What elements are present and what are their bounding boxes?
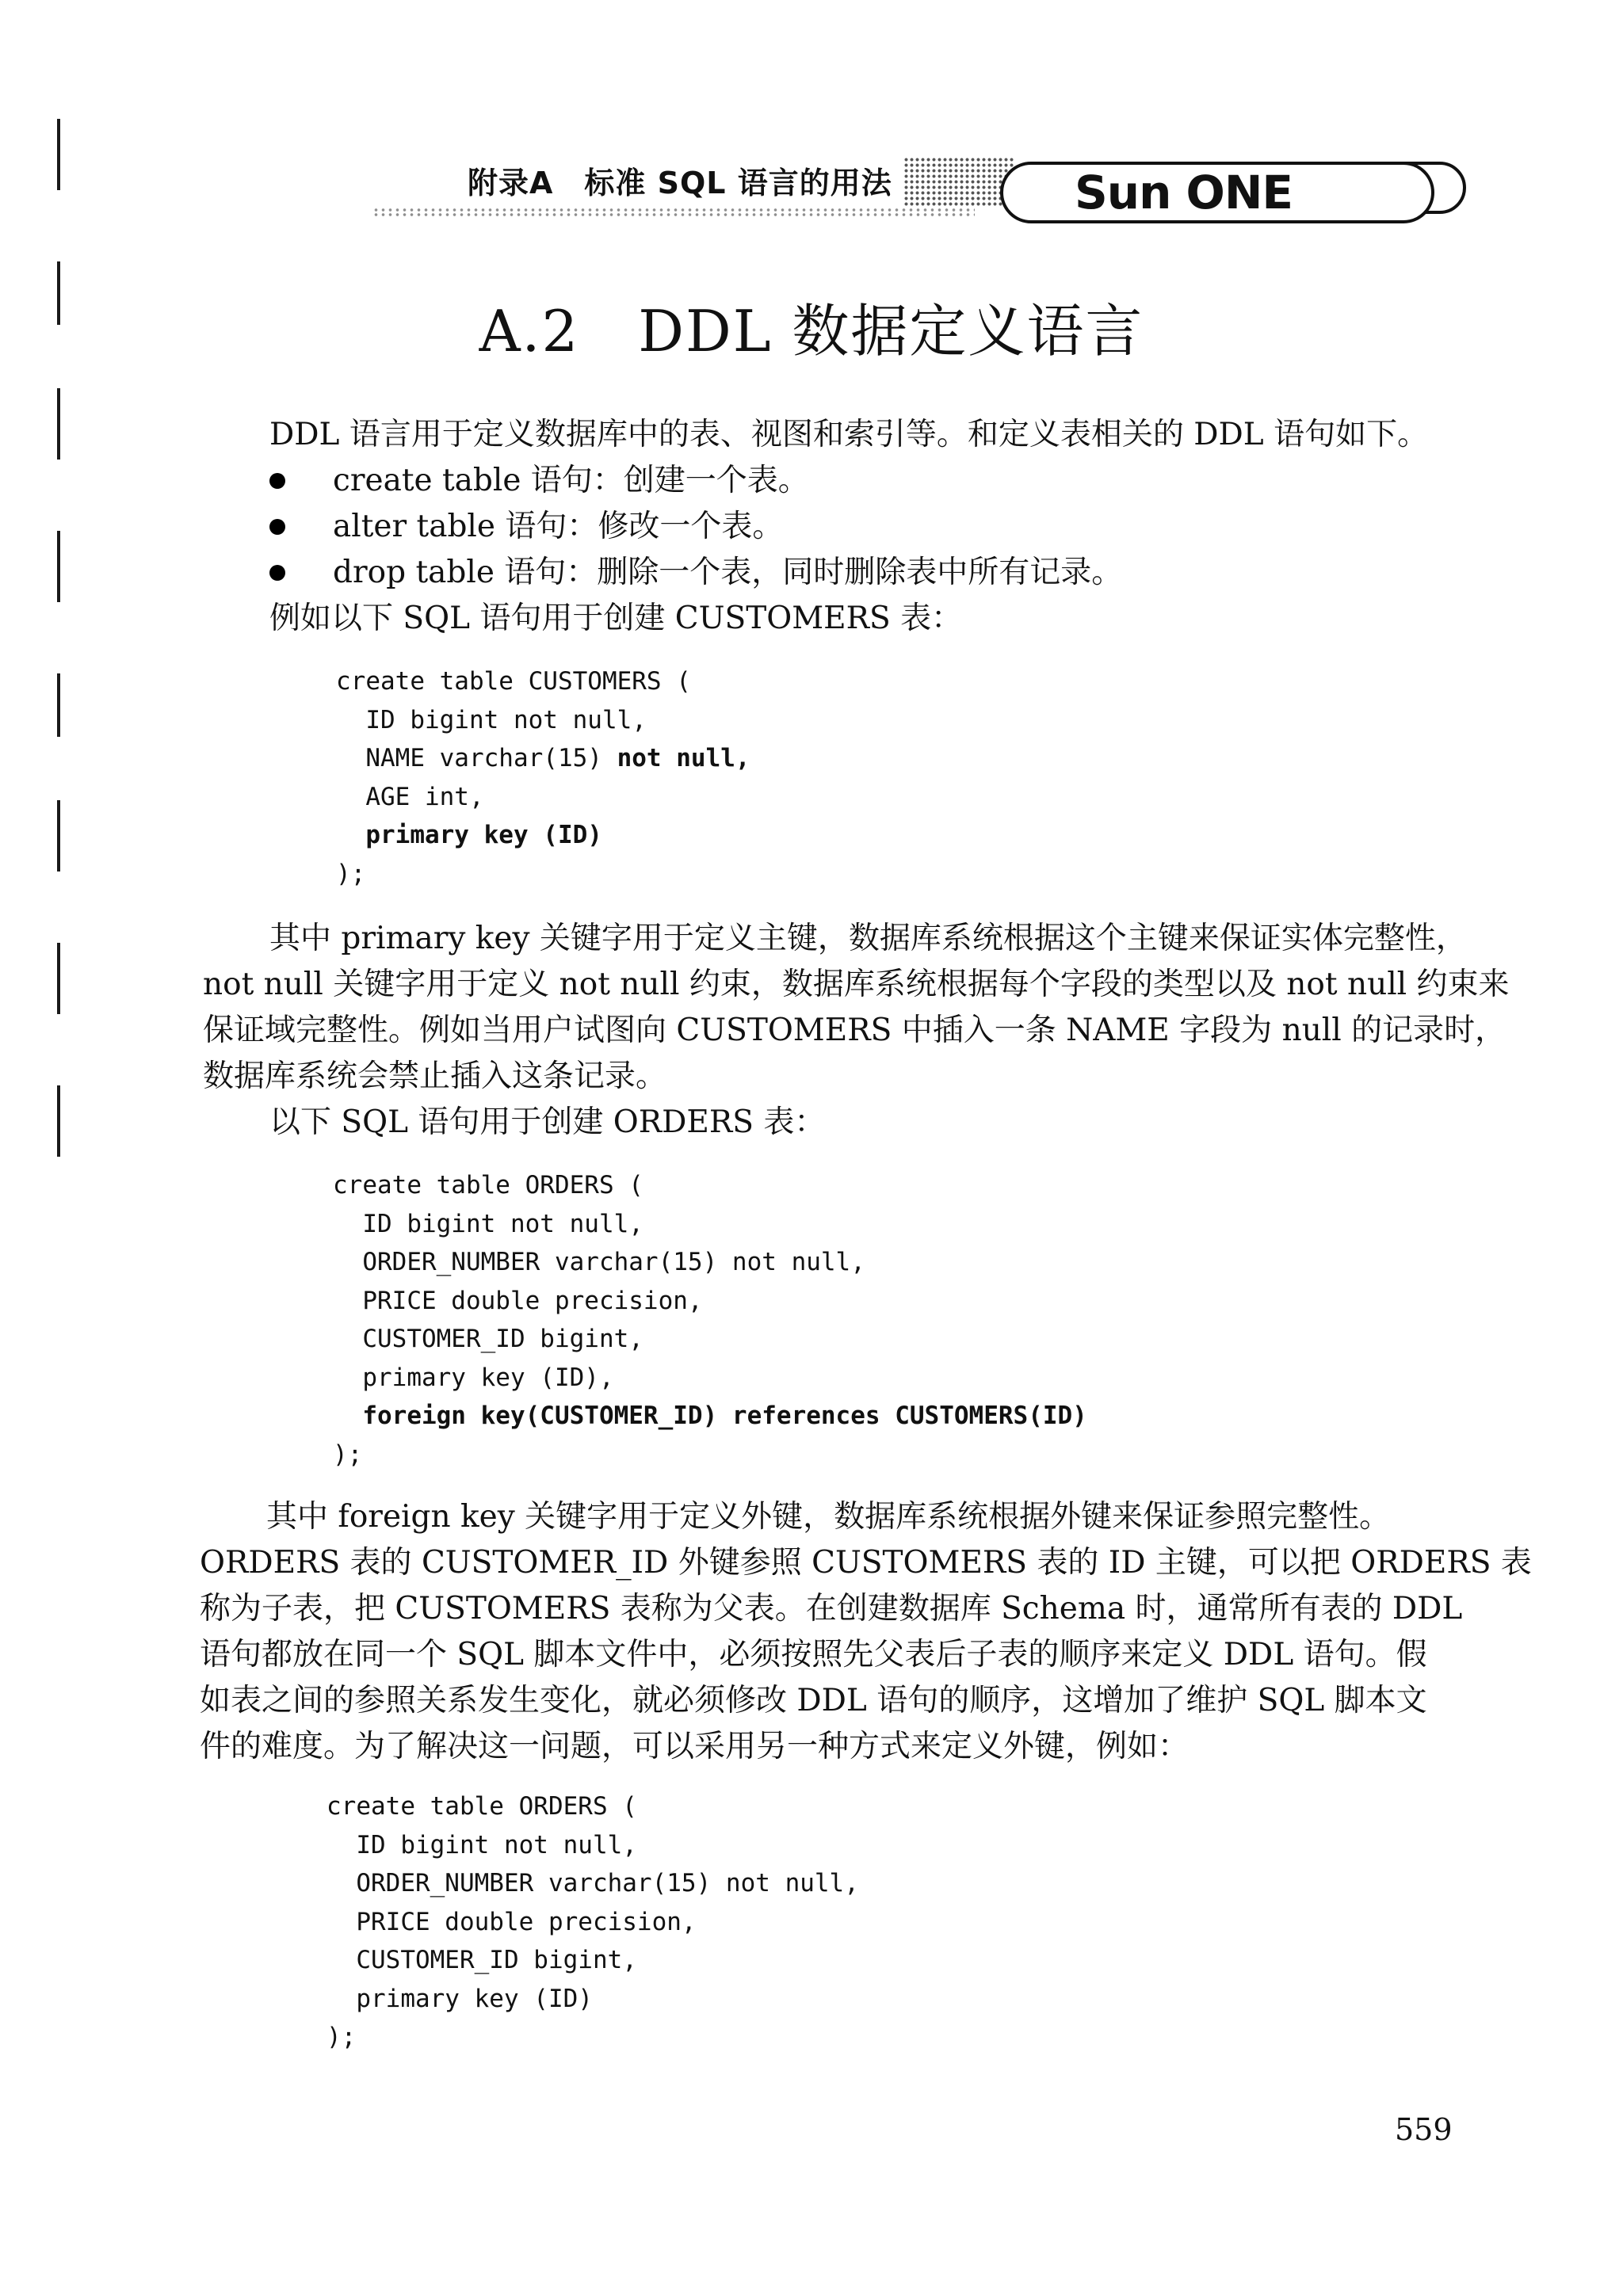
header-halftone <box>903 157 1014 206</box>
body-paragraph: not null 关键字用于定义 not null 约束，数据库系统根据每个字段的类型以及 not null 约束来 <box>203 967 1510 1002</box>
code-line: ID bigint not null, <box>333 1209 643 1238</box>
code-line: ORDER_NUMBER varchar(15) not null, <box>327 1869 859 1897</box>
bullet-icon <box>269 565 285 581</box>
body-paragraph: 语句都放在同一个 SQL 脚本文件中，必须按照先父表后子表的顺序来定义 DDL 语句。假 <box>200 1637 1427 1672</box>
code-block-customers <box>336 662 750 893</box>
code-fragment-bold: not null, <box>617 744 750 772</box>
code-line: ); <box>333 1440 363 1469</box>
code-line: CUSTOMER_ID bigint, <box>333 1325 643 1353</box>
running-header: 附录A 标准 SQL 语言的用法 <box>468 166 892 200</box>
code-line: create table ORDERS ( <box>333 1171 643 1199</box>
code-block-orders <box>333 1166 1087 1474</box>
body-paragraph: 数据库系统会禁止插入这条记录。 <box>203 1058 667 1094</box>
intro-paragraph: DDL 语言用于定义数据库中的表、视图和索引等。和定义表相关的 DDL 语句如下。 <box>269 417 1429 452</box>
example-intro: 例如以下 SQL 语句用于创建 CUSTOMERS 表： <box>269 601 963 636</box>
code-line: primary key (ID), <box>333 1363 614 1392</box>
code-line: PRICE double precision, <box>327 1907 697 1936</box>
body-paragraph: 件的难度。为了解决这一问题，可以采用另一种方式来定义外键，例如： <box>200 1729 1190 1764</box>
bullet-item: alter table 语句：修改一个表。 <box>333 509 784 544</box>
margin-mark <box>57 531 60 602</box>
margin-mark <box>57 673 60 737</box>
bullet-item: create table 语句：创建一个表。 <box>333 463 809 498</box>
margin-mark <box>57 119 60 190</box>
bullet-icon <box>269 473 285 489</box>
margin-mark <box>57 1085 60 1157</box>
section-title: A.2 DDL 数据定义语言 <box>479 298 1144 364</box>
page-number: 559 <box>1395 2112 1453 2147</box>
code-block-orders-alt <box>327 1787 859 2057</box>
body-paragraph: ORDERS 表的 CUSTOMER_ID 外键参照 CUSTOMERS 表的 ID 主键，可以把 ORDERS 表 <box>200 1545 1532 1581</box>
code-line: ID bigint not null, <box>327 1830 637 1859</box>
bullet-item: drop table 语句：删除一个表，同时删除表中所有记录。 <box>333 555 1123 590</box>
code-line <box>336 739 750 778</box>
code-line-bold: foreign key(CUSTOMER_ID) references CUSTOMERS(ID) <box>333 1402 1087 1430</box>
code-line: ); <box>336 859 366 888</box>
orders-intro: 以下 SQL 语句用于创建 ORDERS 表： <box>269 1104 826 1140</box>
code-fragment: NAME varchar(15) <box>336 744 617 772</box>
body-paragraph: 称为子表，把 CUSTOMERS 表称为父表。在创建数据库 Schema 时，通常所有表的 DDL <box>200 1591 1463 1627</box>
code-line: create table ORDERS ( <box>327 1792 637 1821</box>
code-line: ); <box>327 2023 357 2051</box>
margin-mark <box>57 943 60 1014</box>
bullet-icon <box>269 519 285 535</box>
code-line: create table CUSTOMERS ( <box>336 667 691 696</box>
code-line: ID bigint not null, <box>336 705 647 734</box>
margin-mark <box>57 388 60 460</box>
code-line: PRICE double precision, <box>333 1286 703 1315</box>
code-line: ORDER_NUMBER varchar(15) not null, <box>333 1248 865 1276</box>
code-line: primary key (ID) <box>327 1984 593 2013</box>
code-line: AGE int, <box>336 782 484 811</box>
sun-one-logo <box>1000 162 1434 223</box>
code-line-bold: primary key (ID) <box>336 821 602 849</box>
margin-mark <box>57 800 60 871</box>
body-paragraph: 其中 foreign key 关键字用于定义外键，数据库系统根据外键来保证参照完整性。 <box>266 1499 1391 1535</box>
header-dotted-rule <box>372 208 975 217</box>
body-paragraph: 如表之间的参照关系发生变化，就必须修改 DDL 语句的顺序，这增加了维护 SQL 脚本文 <box>200 1683 1427 1718</box>
body-paragraph: 保证域完整性。例如当用户试图向 CUSTOMERS 中插入一条 NAME 字段为 null 的记录时， <box>203 1013 1507 1048</box>
logo-text: Sun ONE <box>1075 166 1293 219</box>
code-line: CUSTOMER_ID bigint, <box>327 1946 637 1974</box>
body-paragraph: 其中 primary key 关键字用于定义主键，数据库系统根据这个主键来保证实体完整性， <box>269 921 1467 956</box>
